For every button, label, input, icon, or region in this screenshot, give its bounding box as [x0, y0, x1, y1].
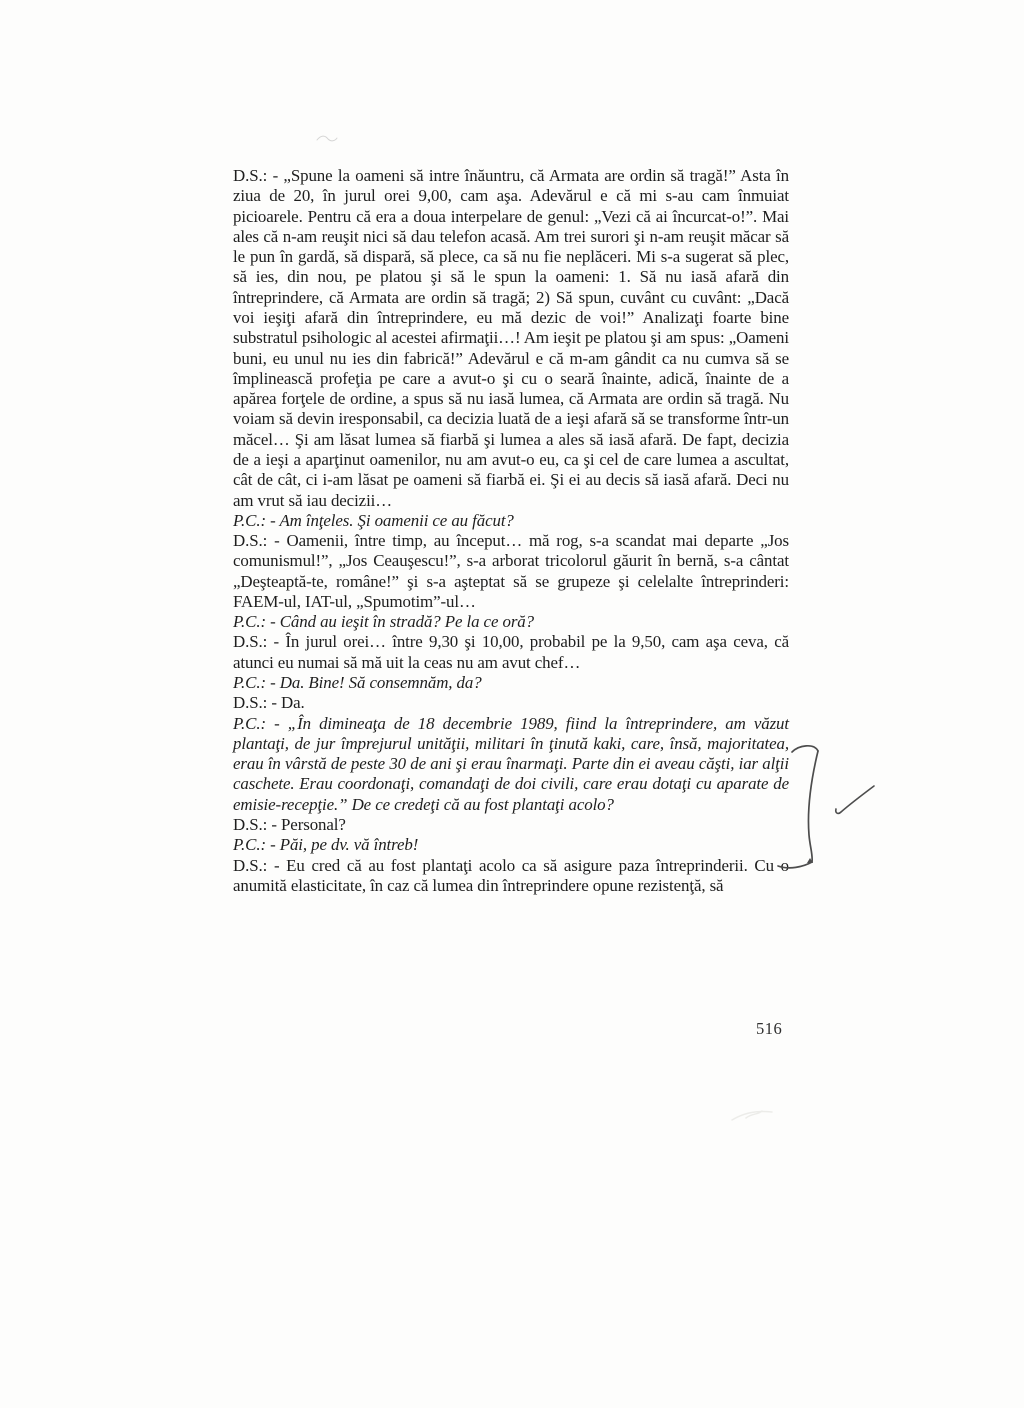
dialogue-turn-ds-2: D.S.: - Oamenii, între timp, au început… mă rog, s-a scandat mai departe „Jos comunismul!”, „Jos Ceauşescu!”, s-a arborat tricolorul găurit în bernă, s-a cântat „Deşteaptă-te, române!” şi s-a aşteptat să se grupeze şi celelalte întreprinderi: FAEM-ul, IAT-ul, „Spumotim”-ul… — [233, 531, 789, 611]
pen-bracket-icon — [778, 746, 818, 868]
page-number: 516 — [756, 1019, 783, 1038]
pencil-tilde-icon — [315, 132, 339, 144]
dialogue-turn-pc-3: P.C.: - Când au ieşit în stradă? Pe la ce oră? — [233, 612, 534, 632]
pen-checkmark-icon — [836, 786, 874, 813]
dialogue-turn-ds-6: D.S.: - Da. — [233, 693, 305, 713]
margin-annotations — [765, 725, 895, 885]
dialogue-turn-ds-0: D.S.: - „Spune la oameni să intre înăuntru, că Armata are ordin să tragă!” Asta în ziua de 20, în jurul orei 9,00, cam aşa. Adevărul e că mi s-au cam înmuiat picioarele. Pentru că era a doua interpelare de genul: „Vezi că ai încurcat-o!”. Mai ales că n-am reuşit nici să dau telefon acasă. Am trei surori şi n-am reuşit măcar să le pun în gardă, să dispară, să plece, ca să nu fie neplăceri. Mi s-a sugerat să plec, să ies, din nou, pe platou şi să le spun la oameni: 1. Să nu iasă afară din întreprindere, că Armata are ordin să tragă; 2) Să spun, cuvânt cu cuvânt: „Dacă voi ieşiţi afară din întreprindere, eu mă dezic de voi!” Analizaţi foarte bine substratul psihologic al acestei afirmaţii…! Am ieşit pe platou şi am spus: „Oameni buni, eu unul nu ies din fabrică!” Adevărul e că m-am gândit ca nu cumva să se împlinească profeţia pe care a avut-o şi cu o seară înainte, adică, înainte de a apărea forţele de ordine, a spus să nu iasă lumea, că Armata are ordin să tragă. Nu voiam să devin iresponsabil, ca decizia luată de a ieşi afară să se transforme într-un măcel… Şi am lăsat lumea să fiarbă şi lumea a ales să iasă afară. De fapt, decizia de a ieşi a aparţinut oamenilor, nu am avut-o eu, ca şi cel de care lumea a ascultat, cât de cât, ci i-am lăsat pe oameni să fiarbă ei. Şi ei au decis să iasă afară. Deci nu am vrut să iau decizii… — [233, 166, 789, 510]
dialogue-block — [233, 166, 789, 896]
dialogue-turn-pc-7: P.C.: - „În dimineaţa de 18 decembrie 1989, fiind la întreprindere, am văzut plantaţi, de jur împrejurul unităţii, militari în ţinută kaki, care, însă, majoritatea, erau în vârstă de peste 30 de ani şi erau înarmaţi. Parte din ei aveau căşti, iar alţii caschete. Erau coordonaţi, comandaţi de doi civili, care erau dotaţi cu aparate de emisie-recepţie.” De ce credeţi că au fost plantaţi acolo? — [233, 713, 789, 814]
dialogue-turn-pc-1: P.C.: - Am înţeles. Şi oamenii ce au făcut? — [233, 510, 514, 530]
dialogue-turn-ds-4: D.S.: - În jurul orei… între 9,30 şi 10,00, probabil pe la 9,50, cam aşa ceva, că atunci eu numai să mă uit la ceas nu am avut chef… — [233, 632, 789, 672]
faint-smudge-icon — [728, 1098, 776, 1132]
dialogue-turn-ds-8: D.S.: - Personal? — [233, 815, 346, 834]
dialogue-turn-ds-10: D.S.: - Eu cred că au fost plantaţi acolo ca să asigure paza întreprinderii. Cu o anumită elasticitate, în caz că lumea din întreprindere opune rezistenţă, să — [233, 855, 789, 895]
dialogue-turn-pc-5: P.C.: - Da. Bine! Să consemnăm, da? — [233, 673, 482, 693]
dialogue-turn-pc-9: P.C.: - Păi, pe dv. vă întreb! — [233, 835, 419, 855]
